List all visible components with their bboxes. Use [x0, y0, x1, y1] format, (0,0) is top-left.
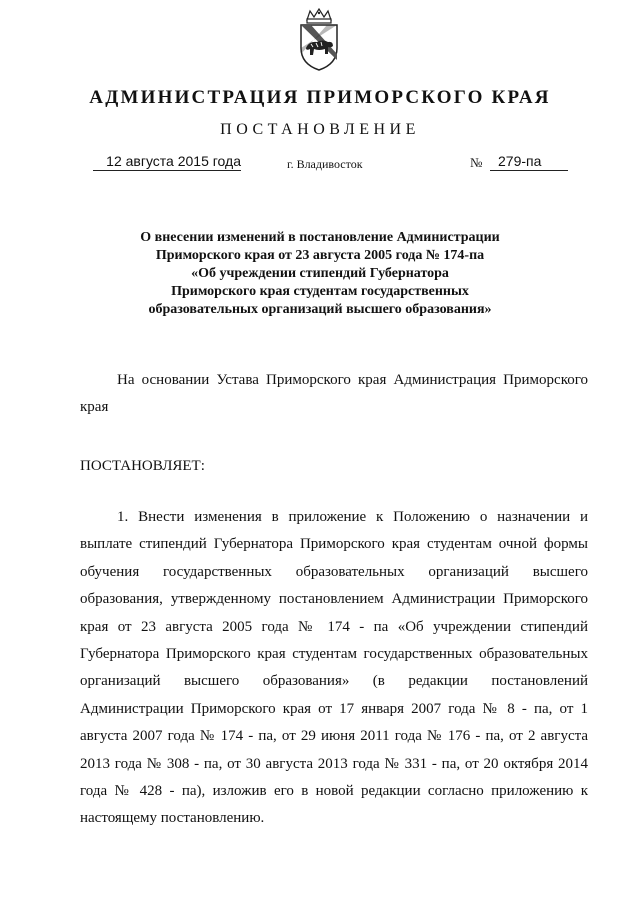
organization-name: АДМИНИСТРАЦИЯ ПРИМОРСКОГО КРАЯ: [89, 87, 551, 108]
preamble-paragraph: На основании Устава Приморского края Администрация Приморского края: [80, 372, 588, 416]
title-line: образовательных организаций высшего образования»: [148, 302, 492, 317]
document-number: 279-па: [490, 153, 568, 171]
document-type: ПОСТАНОВЛЕНИЕ: [220, 121, 420, 138]
primorsky-coat-of-arms-icon: [297, 8, 341, 72]
document-title: [70, 229, 570, 319]
title-line: «Об учреждении стипендий Губернатора: [191, 266, 449, 281]
document-date: 12 августа 2015 года: [93, 153, 241, 171]
title-line: Приморского края студентам государственных: [171, 284, 469, 299]
resolves-heading: ПОСТАНОВЛЯЕТ:: [80, 458, 205, 474]
title-line: Приморского края от 23 августа 2005 года № 174-па: [155, 248, 485, 263]
document-city: г. Владивосток: [287, 157, 363, 171]
title-line: О внесении изменений в постановление Администрации: [140, 230, 500, 245]
clause-1-paragraph: 1. Внести изменения в приложение к Положению о назначении и выплате стипендий Губернатора Приморского края студентам очной формы обучения государственных образовательных организаций высшего образования, утвержденному постановлением Администрации Приморского края от 23 августа 2005 года № 174 - па «Об учреждении стипендий Губернатора Приморского края студентам государственных образовательных организаций высшего образования» (в редакции постановлений Администрации Приморского края от 17 января 2007 года № 8 - па, от 1 августа 2007 года № 174 - па, от 29 июня 2011 года № 176 - па, от 2 августа 2013 года № 308 - па, от 30 августа 2013 года № 331 - па, от 20 октября 2014 года № 428 - па), изложив его в новой редакции согласно приложению к настоящему постановлению.: [80, 509, 588, 827]
number-sign: №: [470, 155, 483, 170]
